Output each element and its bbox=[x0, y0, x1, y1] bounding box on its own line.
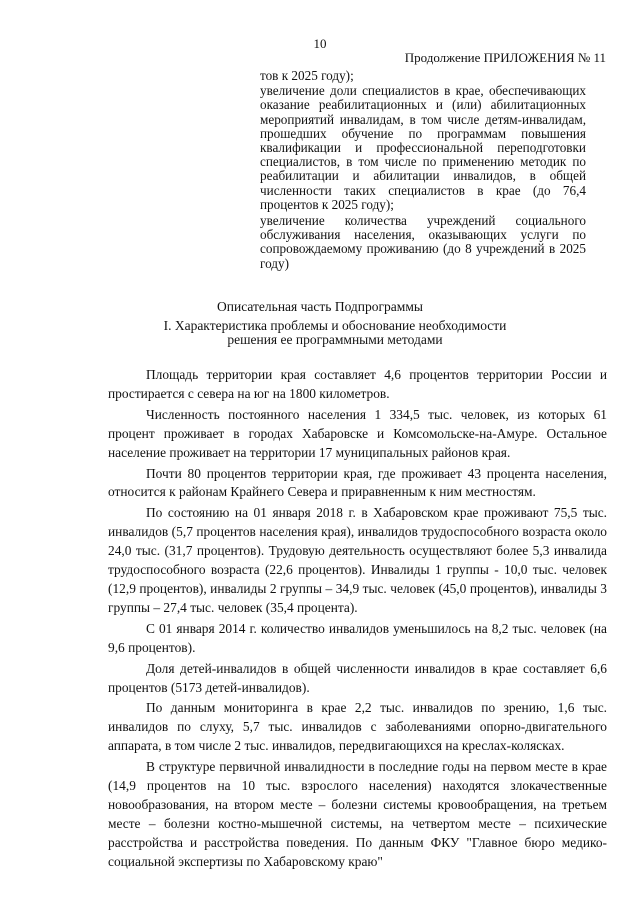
goals-list bbox=[260, 69, 586, 273]
section-title: Описательная часть Подпрограммы bbox=[217, 299, 423, 314]
paragraph: С 01 января 2014 г. количество инвалидов уменьшилось на 8,2 тыс. человек (на 9,6 процентов). bbox=[108, 620, 607, 655]
paragraph: В структуре первичной инвалидности в последние годы на первом месте в крае (14,9 процентов на 10 тыс. взрослого населения) находятся злокачественные новообразования, на втором месте – болезни системы кровообращения, на третьем месте – болезни костно-мышечной системы, на четвертом месте – психические расстройства и расстройства поведения. По данным ФКУ "Главное бюро медико-социальной экспертизы по Хабаровскому краю" bbox=[108, 759, 607, 869]
goal-item: тов к 2025 году); bbox=[260, 68, 354, 83]
paragraph: Почти 80 процентов территории края, где проживает 43 процента населения, относится к районам Крайнего Севера и приравненным к ним местностям. bbox=[108, 465, 607, 500]
goal-item: увеличение доли специалистов в крае, обеспечивающих оказание реабилитационных и (или) абилитационных мероприятий инвалидам, в том числе детям-инвалидам, прошедших обучение по программам повышения квалификации и профессиональной переподготовки специалистов, в том числе по применению методик по реабилитации и абилитации инвалидов, в общей численности таких специалистов в крае (до 76,4 процентов к 2025 году); bbox=[260, 83, 586, 212]
paragraph: Доля детей-инвалидов в общей численности инвалидов в крае составляет 6,6 процентов (5173 детей-инвалидов). bbox=[108, 660, 607, 695]
goal-item: увеличение количества учреждений социального обслуживания населения, оказывающих услуги по сопровождаемому проживанию (до 8 учреждений в 2025 году) bbox=[260, 213, 586, 271]
paragraph: По состоянию на 01 января 2018 г. в Хабаровском крае проживают 75,5 тыс. инвалидов (5,7 процентов населения края), инвалидов трудоспособного возраста около 24,0 тыс. (31,7 процентов). Трудовую деятельность осуществляют более 5,3 инвалида трудоспособного возраста (22,6 процентов). Инвалиды 1 группы - 10,0 тыс. человек (12,9 процентов), инвалиды 2 группы – 34,9 тыс. человек (45,0 процентов), инвалиды 3 группы – 27,4 тыс. человек (35,4 процента). bbox=[108, 505, 607, 615]
paragraph: Площадь территории края составляет 4,6 процентов территории России и простирается с севера на юг на 1800 километров. bbox=[108, 367, 607, 401]
paragraph: Численность постоянного населения 1 334,5 тыс. человек, из которых 61 процент проживает в городах Хабаровске и Комсомольске-на-Амуре. Остальное население проживает на территории 17 муниципальных районов края. bbox=[108, 406, 607, 460]
body-text bbox=[108, 366, 607, 872]
subsection-title: I. Характеристика проблемы и обоснование необходимости решения ее программными методами bbox=[163, 318, 507, 347]
paragraph: По данным мониторинга в крае 2,2 тыс. инвалидов по зрению, 1,6 тыс. инвалидов по слуху, 5,7 тыс. инвалидов с заболеваниями опорно-двигательного аппарата, в том числе 2 тыс. инвалидов, передвигающихся на креслах-колясках. bbox=[108, 700, 607, 754]
appendix-label: Продолжение ПРИЛОЖЕНИЯ № 11 bbox=[404, 50, 606, 65]
page-number: 10 bbox=[313, 36, 327, 51]
